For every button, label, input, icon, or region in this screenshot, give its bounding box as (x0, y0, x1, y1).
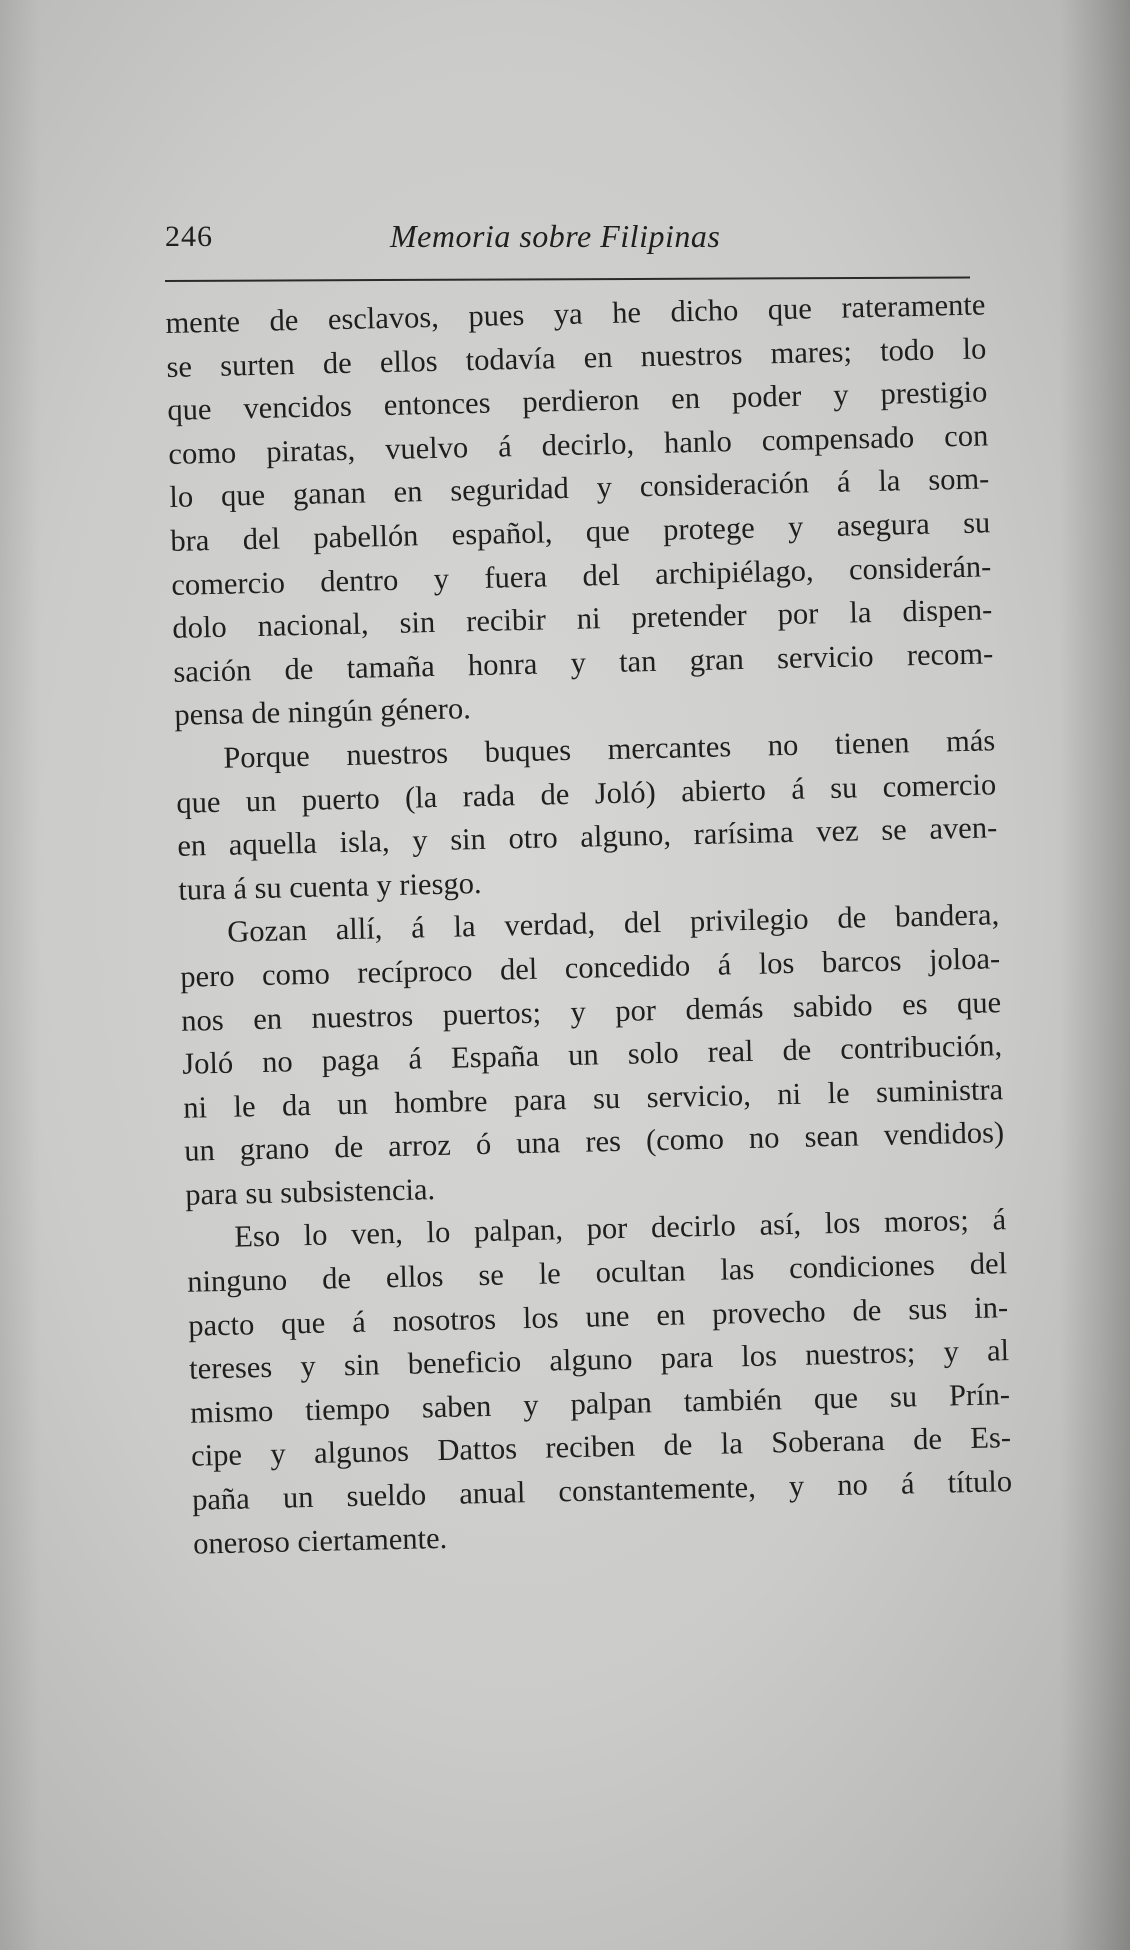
text-line: un grano de arroz ó una res (como no sean vendidos) (183, 1115, 1005, 1169)
text-line: ni le da un hombre para su servicio, ni le suministra (182, 1071, 1004, 1125)
text-line: pero como recíproco del concedido á los barcos joloa- (179, 941, 1001, 994)
header-rule (165, 276, 970, 282)
text-line: pacto que á nosotros los une en provecho de sus in- (187, 1289, 1009, 1343)
text-line: mente de esclavos, pues ya he dicho que rateramente (165, 287, 986, 340)
text-line: Gozan allí, á la verdad, del privilegio de bandera, (226, 897, 1000, 950)
text-line: paña un sueldo anual constantemente, y no á título (191, 1464, 1013, 1517)
text-line: que un puerto (la rada de Joló) abierto á su comercio (175, 766, 997, 820)
page-shadow-left (0, 0, 40, 1950)
text-line: sación de tamaña honra y tan gran servicio recom- (173, 636, 994, 689)
page-shadow-right (1060, 0, 1130, 1950)
paragraph (179, 894, 1006, 1218)
body-text (165, 283, 1013, 1565)
page-number: 246 (165, 220, 213, 253)
text-line: ninguno de ellos se le ocultan las condiciones del (186, 1246, 1008, 1299)
text-line: cipe y algunos Dattos reciben de la Soberana de Es- (190, 1420, 1012, 1474)
paragraph (165, 283, 995, 737)
text-line: para su subsistencia. (184, 1171, 436, 1212)
text-line: bra del pabellón español, que protege y asegura su (170, 505, 991, 558)
text-line: en aquella isla, y sin otro alguno, rarísima vez se aven- (176, 810, 998, 863)
book-page (165, 210, 1013, 1566)
text-line: nos en nuestros puertos; y por demás sabido es que (180, 984, 1002, 1038)
text-line: Porque nuestros buques mercantes no tienen más (222, 723, 996, 775)
running-title: Memoria sobre Filipinas (390, 218, 721, 254)
text-line: mismo tiempo saben y palpan también que su Prín- (189, 1376, 1011, 1430)
text-line: tereses y sin beneficio alguno para los nuestros; y al (188, 1333, 1010, 1386)
running-header (165, 210, 965, 258)
text-line: oneroso ciertamente. (192, 1520, 448, 1561)
text-line: como piratas, vuelvo á decirlo, hanlo compensado con (168, 418, 989, 471)
text-line: dolo nacional, sin recibir ni pretender por la dispen- (172, 592, 993, 646)
paragraph (186, 1199, 1014, 1566)
text-line: Joló no paga á España un solo real de contribución, (181, 1028, 1003, 1081)
text-line: pensa de ningún género. (173, 691, 472, 733)
text-line: tura á su cuenta y riesgo. (177, 865, 482, 907)
text-line: se surten de ellos todavía en nuestros mares; todo lo (166, 330, 987, 384)
text-line: comercio dentro y fuera del archipiélago, considerán- (171, 548, 992, 602)
paragraph (175, 719, 999, 912)
text-line: lo que ganan en seguridad y consideración á la som- (169, 461, 990, 515)
text-line: que vencidos entonces perdieron en poder y prestigio (167, 374, 988, 428)
text-line: Eso lo ven, lo palpan, por decirlo así, los moros; á (233, 1202, 1007, 1255)
